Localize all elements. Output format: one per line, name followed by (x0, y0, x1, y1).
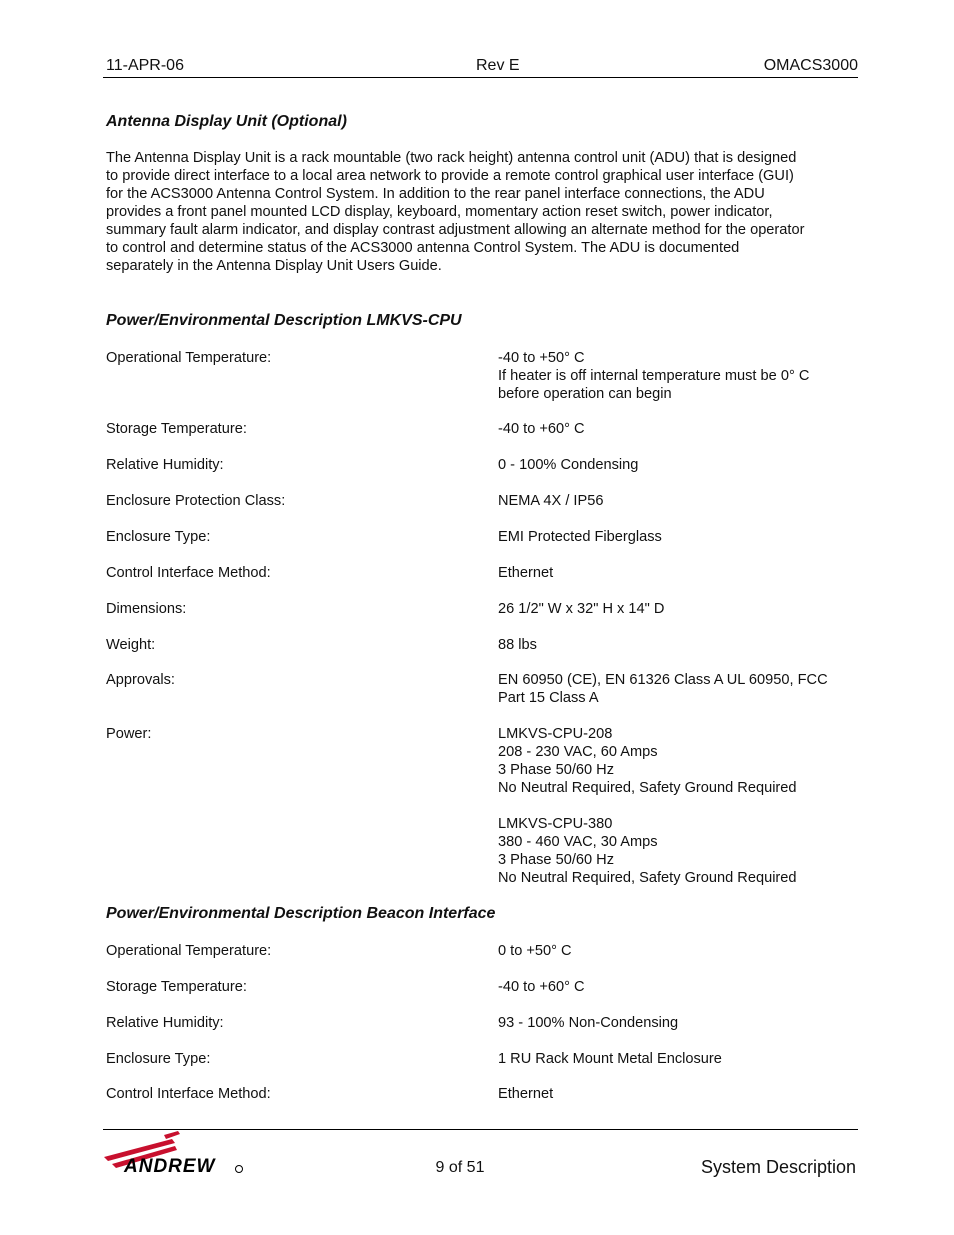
spec-value-line: 208 - 230 VAC, 60 Amps (498, 744, 658, 760)
spec-value: -40 to +60° C (498, 979, 585, 995)
registered-mark-icon (236, 1166, 243, 1173)
spec-value-line: LMKVS-CPU-208 (498, 726, 613, 742)
spec-value: 0 - 100% Condensing (498, 457, 639, 473)
spec-label: Approvals: (106, 672, 175, 688)
spec-value-line: 3 Phase 50/60 Hz (498, 852, 615, 868)
section-heading-beacon: Power/Environmental Description Beacon Interface (106, 905, 496, 922)
footer-divider (103, 1129, 858, 1130)
spec-label: Operational Temperature: (106, 943, 272, 959)
spec-value: 26 1/2" W x 32" H x 14" D (498, 601, 665, 617)
spec-value-line: No Neutral Required, Safety Ground Required (498, 780, 797, 796)
footer-section-title: System Description (700, 1157, 856, 1177)
spec-value-line: before operation can begin (498, 386, 672, 402)
adu-line: provides a front panel mounted LCD display, keyboard, momentary action reset switch, power indicator, (106, 203, 773, 220)
spec-label: Enclosure Protection Class: (106, 493, 286, 509)
spec-value-line: 3 Phase 50/60 Hz (498, 762, 615, 778)
spec-value: 88 lbs (498, 637, 537, 653)
spec-value (498, 725, 797, 887)
spec-value: EMI Protected Fiberglass (498, 529, 662, 545)
spec-value-line: No Neutral Required, Safety Ground Required (498, 870, 797, 886)
section-heading-cpu: Power/Environmental Description LMKVS-CPU (106, 312, 462, 329)
spec-label: Control Interface Method: (106, 1086, 271, 1102)
spec-label: Dimensions: (106, 601, 187, 617)
spec-value (498, 349, 809, 403)
spec-value: 0 to +50° C (498, 943, 572, 959)
spec-value-line: 380 - 460 VAC, 30 Amps (498, 834, 658, 850)
adu-description (106, 150, 856, 276)
spec-label: Control Interface Method: (106, 565, 271, 581)
spec-value: NEMA 4X / IP56 (498, 493, 604, 509)
spec-label: Enclosure Type: (106, 1051, 211, 1067)
adu-line: for the ACS3000 Antenna Control System. In addition to the rear panel interface connections, the ADU (106, 185, 765, 202)
spec-label: Storage Temperature: (106, 979, 247, 995)
spec-value: Ethernet (498, 565, 554, 581)
logo-wordmark: ANDREW (124, 1156, 216, 1177)
spec-value-line: LMKVS-CPU-380 (498, 816, 613, 832)
adu-line: The Antenna Display Unit is a rack mountable (two rack height) antenna control unit (ADU) that is designed (106, 150, 797, 166)
spec-value: -40 to +60° C (498, 421, 585, 437)
spec-value-line: EN 60950 (CE), EN 61326 Class A UL 60950, FCC (498, 672, 828, 688)
spec-value-line (498, 797, 797, 815)
spec-label: Power: (106, 726, 152, 742)
adu-line: summary fault alarm indicator, and display contrast adjustment allowing an alternate method for the operator (106, 221, 805, 238)
header-date: 11-APR-06 (106, 57, 184, 74)
adu-line: to provide direct interface to a local area network to provide a remote control graphical user interface (GUI) (106, 167, 794, 184)
spec-label: Storage Temperature: (106, 421, 247, 437)
header-divider (103, 77, 858, 78)
spec-value-line: -40 to +50° C (498, 350, 585, 366)
spec-label: Operational Temperature: (106, 350, 272, 366)
spec-value: 1 RU Rack Mount Metal Enclosure (498, 1051, 722, 1067)
spec-label: Enclosure Type: (106, 529, 211, 545)
spec-value: 93 - 100% Non-Condensing (498, 1015, 679, 1031)
andrew-logo (102, 1131, 248, 1179)
spec-value-line: Part 15 Class A (498, 690, 599, 706)
spec-label: Relative Humidity: (106, 1015, 224, 1031)
adu-line: separately in the Antenna Display Unit Users Guide. (106, 257, 442, 274)
spec-value (498, 671, 828, 707)
adu-line: to control and determine status of the ACS3000 antenna Control System. The ADU is documented (106, 239, 740, 256)
spec-label: Weight: (106, 637, 156, 653)
spec-value: Ethernet (498, 1086, 554, 1102)
spec-label: Relative Humidity: (106, 457, 224, 473)
page-number: 9 of 51 (435, 1159, 485, 1176)
header-revision: Rev E (476, 57, 520, 74)
section-heading-adu: Antenna Display Unit (Optional) (106, 113, 347, 130)
spec-value-line: If heater is off internal temperature must be 0° C (498, 368, 810, 384)
header-document-id: OMACS3000 (763, 57, 858, 74)
